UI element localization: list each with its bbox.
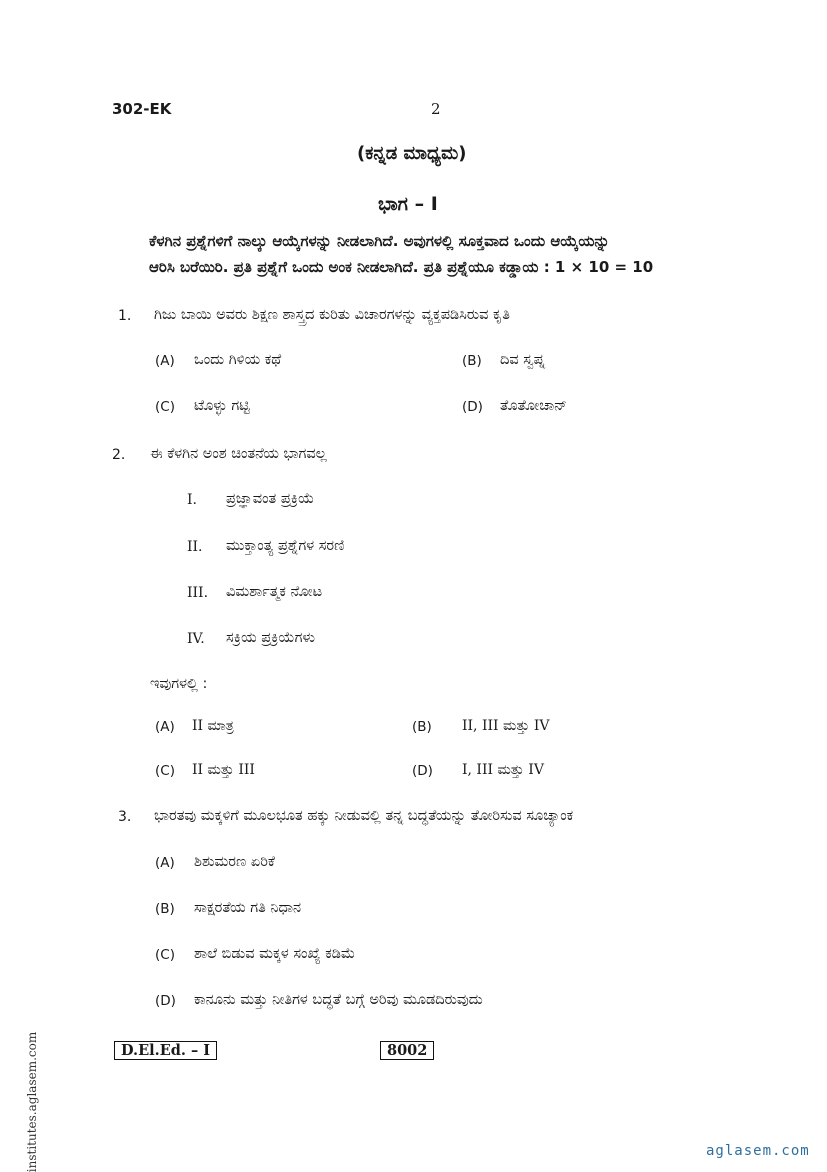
instructions-line-1: ಕೆಳಗಿನ ಪ್ರಶ್ನೆಗಳಿಗೆ ನಾಲ್ಕು ಆಯ್ಕೆಗಳನ್ನು ನೀಡಲಾಗಿದೆ. ಅವುಗಳಲ್ಲಿ ಸೂಕ್ತವಾದ ಒಂದು ಆಯ್ಕೆಯನ್ನು (149, 232, 610, 250)
site-watermark: aglasem.com (706, 1143, 810, 1159)
question-number: 2. (112, 447, 126, 463)
option-label: (D) (412, 763, 433, 779)
side-watermark: institutes.aglasem.com (25, 1031, 40, 1172)
option-text: ಟೊಳ್ಳು ಗಟ್ಟಿ (194, 398, 250, 414)
option-label: (A) (155, 719, 175, 735)
option-text: I, III ಮತ್ತು IV (462, 762, 544, 778)
statement-text: ಸಕ್ರಿಯ ಪ್ರಕ್ರಿಯೆಗಳು (226, 630, 315, 646)
medium-heading: (ಕನ್ನಡ ಮಾಧ್ಯಮ) (357, 143, 467, 164)
option-label: (B) (155, 901, 175, 917)
question-text: ಗಿಜು ಬಾಯಿ ಅವರು ಶಿಕ್ಷಣ ಶಾಸ್ತ್ರದ ಕುರಿತು ವಿಚಾರಗಳನ್ನು ವ್ಯಕ್ತಪಡಿಸಿರುವ ಕೃತಿ (154, 307, 510, 323)
option-label: (A) (155, 855, 175, 871)
statement-label: IV. (187, 631, 205, 647)
option-text: ಶಾಲೆ ಬಿಡುವ ಮಕ್ಕಳ ಸಂಖ್ಯೆ ಕಡಿಮೆ (194, 946, 356, 962)
option-text: ಶಿಶುಮರಣ ಏರಿಕೆ (194, 854, 275, 870)
option-label: (A) (155, 353, 175, 369)
part-heading: ಭಾಗ – I (378, 193, 438, 215)
statement-label: III. (187, 585, 209, 601)
option-label: (C) (155, 399, 175, 415)
statement-text: ಮುಕ್ತಾಂತ್ಯ ಪ್ರಶ್ನೆಗಳ ಸರಣಿ (226, 538, 345, 554)
option-label: (D) (155, 993, 176, 1009)
option-text: ಸಾಕ್ಷರತೆಯ ಗತಿ ನಿಧಾನ (194, 900, 302, 916)
paper-code: 302-EK (112, 100, 172, 118)
option-label: (D) (462, 399, 483, 415)
statement-text: ಪ್ರಜ್ಞಾವಂತ ಪ್ರಕ್ರಿಯೆ (226, 491, 315, 507)
option-label: (B) (462, 353, 482, 369)
statement-text: ವಿಮರ್ಶಾತ್ಮಕ ನೋಟ (226, 584, 323, 600)
option-text: ದಿವ ಸ್ವಪ್ನ (500, 352, 545, 368)
option-label: (B) (412, 719, 432, 735)
question-text: ಭಾರತವು ಮಕ್ಕಳಿಗೆ ಮೂಲಭೂತ ಹಕ್ಕು ನೀಡುವಲ್ಲಿ ತನ್ನ ಬದ್ಧತೆಯನ್ನು ತೋರಿಸುವ ಸೂಚ್ಯಾಂಕ (154, 808, 574, 824)
among-these-label: ಇವುಗಳಲ್ಲಿ : (150, 676, 208, 692)
option-text: II, III ಮತ್ತು IV (462, 718, 550, 734)
course-code-box: D.El.Ed. – I (114, 1041, 217, 1060)
option-text: ತೊತೋಚಾನ್ (500, 398, 567, 414)
question-number: 1. (118, 308, 132, 324)
option-text: II ಮತ್ತು III (192, 762, 255, 778)
statement-label: II. (187, 539, 203, 555)
page-number: 2 (431, 100, 441, 118)
option-label: (C) (155, 947, 175, 963)
option-text: II ಮಾತ್ರ (192, 718, 234, 734)
question-number: 3. (118, 809, 132, 825)
statement-label: I. (187, 492, 197, 508)
paper-number-box: 8002 (380, 1041, 434, 1060)
instructions-line-2: ಆರಿಸಿ ಬರೆಯಿರಿ. ಪ್ರತಿ ಪ್ರಶ್ನೆಗೆ ಒಂದು ಅಂಕ ನೀಡಲಾಗಿದೆ. ಪ್ರತಿ ಪ್ರಶ್ನೆಯೂ ಕಡ್ಡಾಯ : 1 × 10 = 10 (149, 258, 654, 276)
option-text: ಒಂದು ಗಿಳಿಯ ಕಥೆ (194, 352, 282, 368)
question-text: ಈ ಕೆಳಗಿನ ಅಂಶ ಚಿಂತನೆಯ ಭಾಗವಲ್ಲ (150, 446, 327, 462)
option-label: (C) (155, 763, 175, 779)
option-text: ಕಾನೂನು ಮತ್ತು ನೀತಿಗಳ ಬದ್ಧತೆ ಬಗ್ಗೆ ಅರಿವು ಮೂಡದಿರುವುದು (194, 992, 483, 1008)
